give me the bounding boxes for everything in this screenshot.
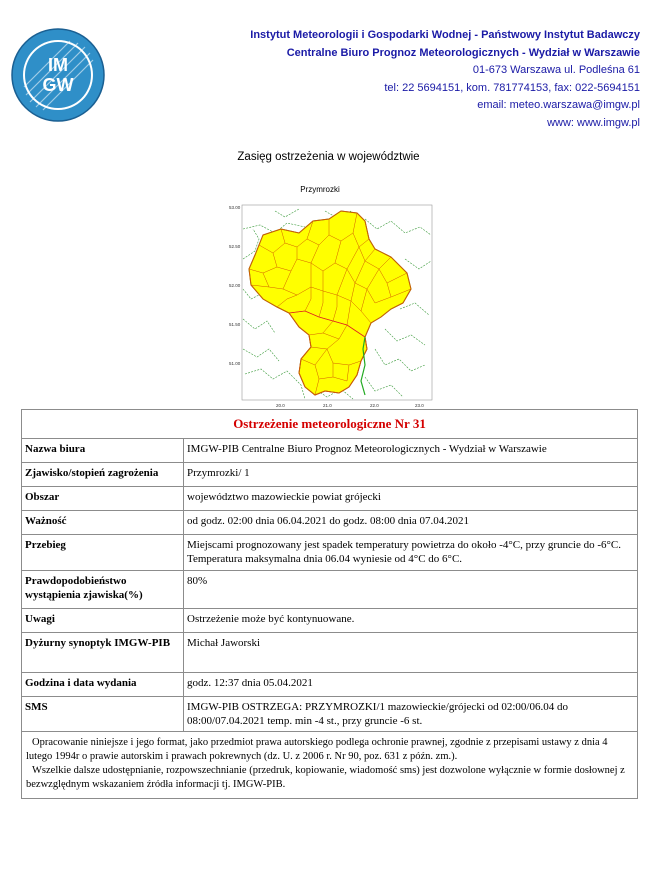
table-row [22,609,638,633]
address: 01-673 Warszawa ul. Podleśna 61 [472,64,640,77]
y-tick: 53.00 [229,205,241,210]
map-title: Zasięg ostrzeżenia w województwie [237,151,420,163]
row-value: Miejscami prognozowany jest spadek temperatury powietrza do około -4°C, przy gruncie do -6°C. Temperatura maksymalna dnia 06.04 wyniesie od 4°C do 6°C. [184,535,638,571]
institute-header [250,27,640,133]
warning-map [215,199,435,410]
y-tick: 51.50 [229,322,241,327]
table-row [22,511,638,535]
x-tick: 23.0 [415,403,424,408]
logo-text-bottom: GW [42,75,74,95]
x-tick: 22.0 [370,403,379,408]
table-row [22,571,638,609]
y-tick: 52.50 [229,244,241,249]
y-tick: 51.00 [229,361,241,366]
table-row [22,463,638,487]
row-label: Dyżurny synoptyk IMGW-PIB [22,633,184,673]
row-value: Przymrozki/ 1 [184,463,638,487]
table-row [22,535,638,571]
row-label: Zjawisko/stopień zagrożenia [22,463,184,487]
row-value: 80% [184,571,638,609]
website[interactable]: www: www.imgw.pl [547,116,640,129]
logo-text-top: IM [48,55,68,75]
imgw-logo [10,27,106,123]
table-footer-row [22,732,638,799]
usage-paragraph: Wszelkie dalsze udostępnianie, rozpowszechnianie (przedruk, kopiowanie, wiadomość sms) jest dozwolone wyłącznie w formie dosłownej z bezwzględnym wskazaniem źródła informacji tj. IMGW-PIB. [26,765,625,790]
x-tick: 20.0 [276,403,285,408]
map-subtitle: Przymrozki [300,185,340,194]
row-value: godz. 12:37 dnia 05.04.2021 [184,673,638,697]
copyright-paragraph: Opracowanie niniejsze i jego format, jako przedmiot prawa autorskiego podlega ochronie prawnej, zgodnie z przepisami ustawy z dnia 4 lutego 1994r o prawie autorskim i prawach pokrewnych (dz. U. z 2006 r. Nr 90, poz. 631 z późn. zm.). [26,737,608,762]
y-tick: 52.00 [229,283,241,288]
table-row [22,487,638,511]
row-value: Ostrzeżenie może być kontynuowane. [184,609,638,633]
office-name: Centralne Biuro Prognoz Meteorologicznych - Wydział w Warszawie [286,46,640,59]
row-value: IMGW-PIB OSTRZEGA: PRZYMROZKI/1 mazowieckie/grójecki od 02:00/06.04 do 08:00/07.04.2021 temp. min -4 st., przy gruncie -6 st. [184,697,638,732]
email[interactable]: email: meteo.warszawa@imgw.pl [477,99,640,112]
warning-map-svg [215,199,435,410]
phone: tel: 22 5694151, kom. 781774153, fax: 022-5694151 [384,81,640,94]
table-row [22,697,638,732]
x-tick: 21.0 [323,403,332,408]
row-label: Uwagi [22,609,184,633]
table-row [22,439,638,463]
row-label: SMS [22,697,184,732]
table-row [22,673,638,697]
table-title-row [22,410,638,439]
imgw-logo-graphic [10,27,106,123]
warning-title: Ostrzeżenie meteorologiczne Nr 31 [22,410,638,439]
copyright-notice [22,732,638,799]
row-value: IMGW-PIB Centralne Biuro Prognoz Meteorologicznych - Wydział w Warszawie [184,439,638,463]
row-label: Nazwa biura [22,439,184,463]
row-label: Ważność [22,511,184,535]
table-row [22,633,638,673]
row-label: Obszar [22,487,184,511]
warning-table [21,409,638,799]
row-label: Prawdopodobieństwo wystąpienia zjawiska(%) [22,571,184,609]
row-value: województwo mazowieckie powiat grójecki [184,487,638,511]
row-label: Godzina i data wydania [22,673,184,697]
row-label: Przebieg [22,535,184,571]
row-value: od godz. 02:00 dnia 06.04.2021 do godz. 08:00 dnia 07.04.2021 [184,511,638,535]
institute-name: Instytut Meteorologii i Gospodarki Wodnej - Państwowy Instytut Badawczy [250,29,640,41]
row-value: Michał Jaworski [184,633,638,673]
